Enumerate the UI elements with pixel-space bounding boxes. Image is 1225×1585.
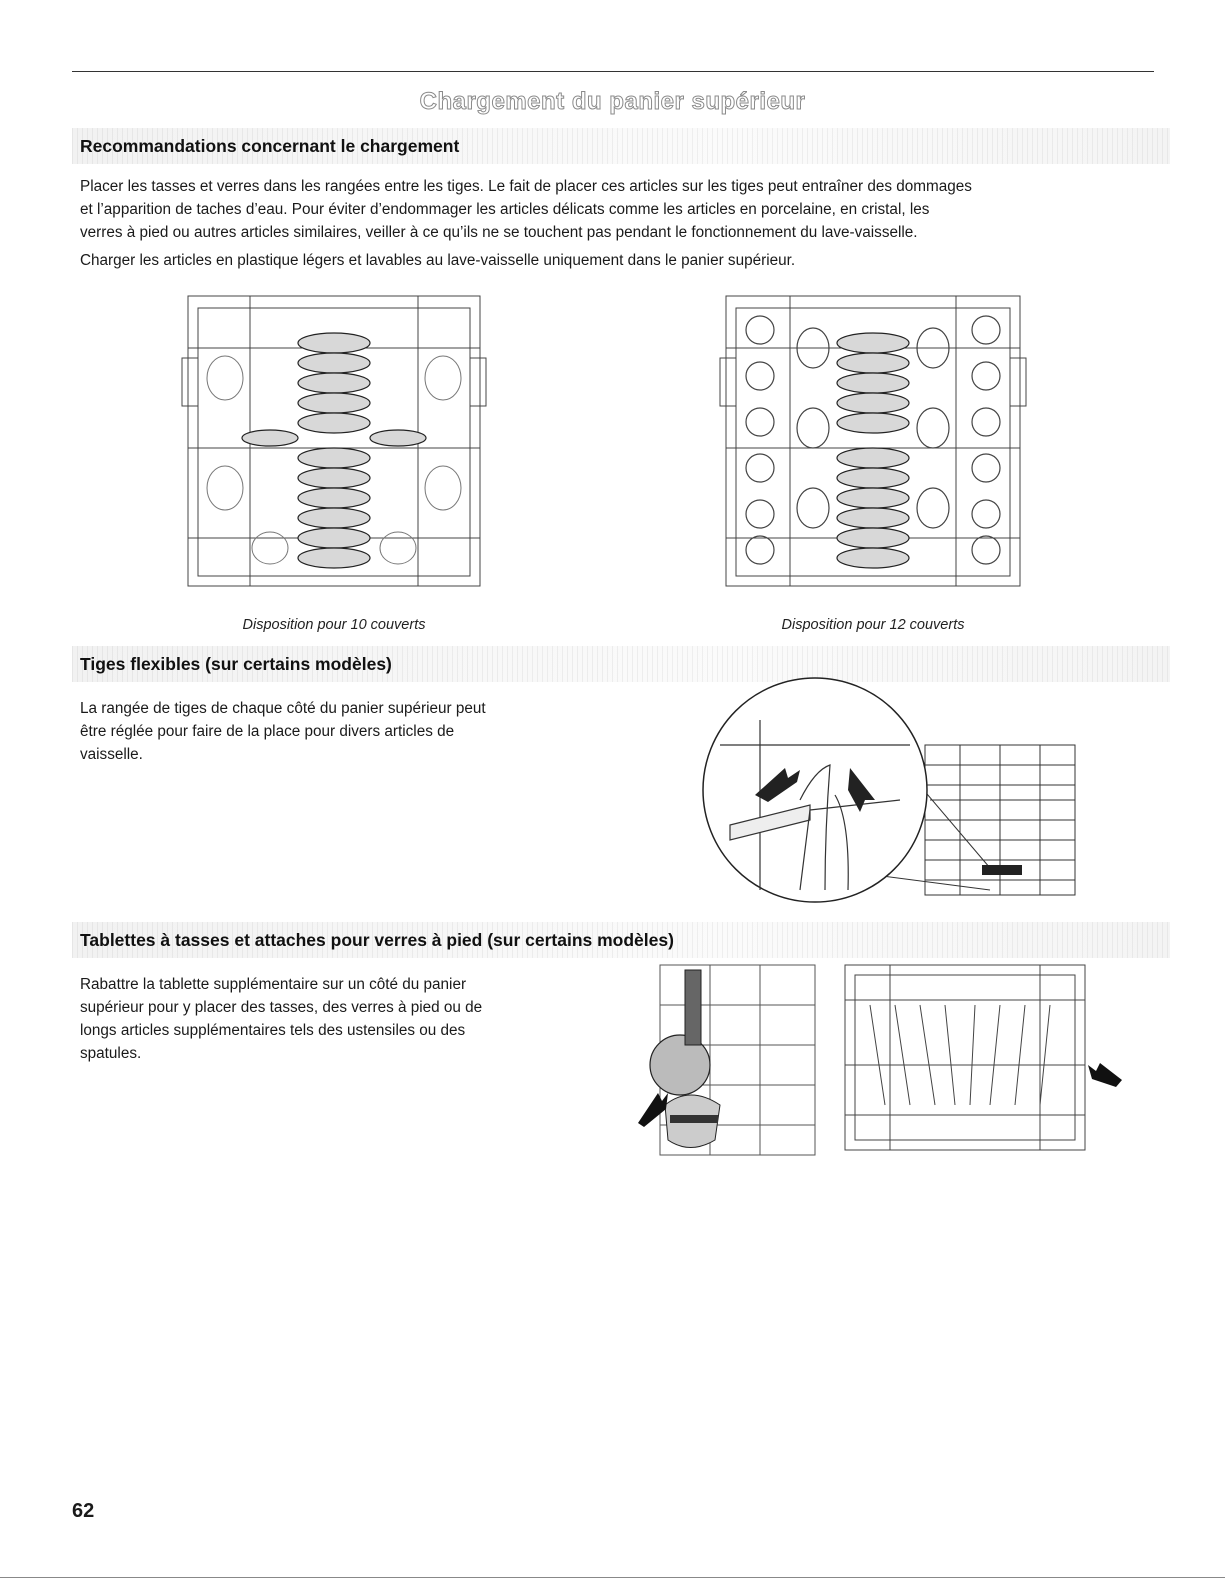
rack-10-place-settings-illustration — [180, 288, 488, 598]
text-line: Placer les tasses et verres dans les rangées entre les tiges. Le fait de placer ces articles sur les tiges peut entraîner des dommages — [80, 178, 972, 195]
shelves-heading: Tablettes à tasses et attaches pour verres à pied (sur certains modèles) — [80, 929, 674, 950]
shelves-heading-bar — [72, 922, 1170, 958]
shelves-paragraph — [80, 973, 600, 1065]
loading-paragraph — [80, 175, 1160, 272]
stemware-holder-illustration — [830, 955, 1130, 1165]
loading-heading-bar — [72, 128, 1170, 164]
caption-12-place-settings: Disposition pour 12 couverts — [781, 617, 965, 633]
page-number: 62 — [72, 1500, 95, 1522]
text-line: verres à pied ou autres articles similaires, veiller à ce qu’ils ne se touchent pas pendant le fonctionnement du lave-vaisselle. — [80, 224, 918, 241]
text-line: Rabattre la tablette supplémentaire sur un côté du panier — [80, 976, 467, 993]
right-arrow-icon — [1088, 1063, 1122, 1087]
caption-10-place-settings: Disposition pour 10 couverts — [242, 617, 426, 633]
rack-12-place-settings-illustration — [718, 288, 1028, 598]
page-title: Chargement du panier supérieur — [419, 88, 806, 115]
left-arrow-icon — [638, 1093, 668, 1127]
flexible-tines-illustration — [700, 650, 1120, 910]
text-line: être réglée pour faire de la place pour divers articles de — [80, 723, 455, 740]
bottom-rule — [0, 1577, 1225, 1578]
loading-heading: Recommandations concernant le chargement — [80, 135, 460, 156]
text-line: vaisselle. — [80, 746, 143, 763]
text-line: Charger les articles en plastique légers et lavables au lave-vaisselle uniquement dans le panier supérieur. — [80, 252, 796, 269]
text-line: et l’apparition de taches d’eau. Pour éviter d’endommager les articles délicats comme les articles en porcelaine, en cristal, les — [80, 201, 930, 218]
text-line: spatules. — [80, 1045, 142, 1062]
top-rule — [72, 71, 1154, 72]
tines-heading: Tiges flexibles (sur certains modèles) — [80, 653, 392, 674]
text-line: La rangée de tiges de chaque côté du panier supérieur peut — [80, 700, 486, 717]
tines-paragraph — [80, 697, 600, 766]
text-line: supérieur pour y placer des tasses, des verres à pied ou de — [80, 999, 483, 1016]
cup-shelf-illustration — [630, 955, 830, 1165]
text-line: longs articles supplémentaires tels des ustensiles ou des — [80, 1022, 466, 1039]
